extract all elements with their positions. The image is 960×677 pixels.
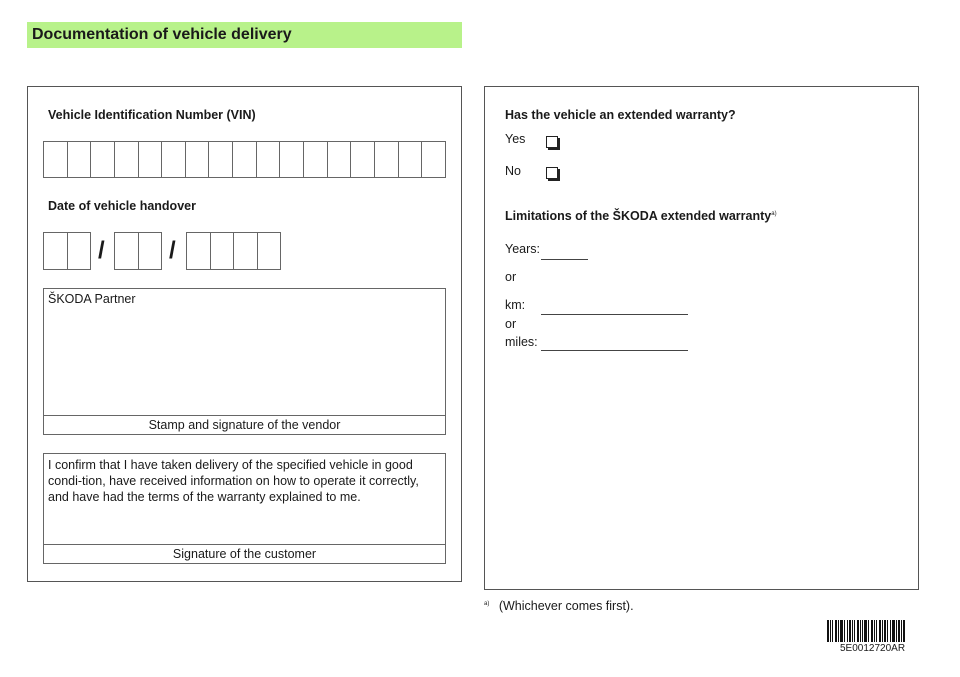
no-label: No [505,164,521,178]
date-cell[interactable] [211,233,235,269]
years-label: Years: [505,242,540,256]
warranty-question: Has the vehicle an extended warranty? [505,108,736,122]
date-separator: / [169,237,176,264]
vin-cell[interactable] [186,142,210,177]
vin-cell[interactable] [257,142,281,177]
partner-label: ŠKODA Partner [48,292,136,306]
vin-cell[interactable] [399,142,423,177]
vin-cell[interactable] [351,142,375,177]
date-cell[interactable] [258,233,281,269]
date-day-grid[interactable] [43,232,91,270]
vin-cell[interactable] [304,142,328,177]
vin-grid[interactable] [43,141,446,178]
date-cell[interactable] [115,233,139,269]
date-cell[interactable] [234,233,258,269]
no-checkbox[interactable] [546,167,558,179]
date-cell[interactable] [139,233,162,269]
date-month-grid[interactable] [114,232,162,270]
or-label: or [505,317,517,331]
stamp-caption: Stamp and signature of the vendor [44,415,445,434]
footnote-marker: a) [771,211,777,217]
date-cell[interactable] [187,233,211,269]
customer-signature-caption: Signature of the customer [44,544,445,563]
vin-cell[interactable] [68,142,92,177]
date-separator: / [98,237,105,264]
years-input-line[interactable] [541,259,588,260]
limitations-heading-text: Limitations of the ŠKODA extended warranty [505,209,772,224]
vin-cell[interactable] [44,142,68,177]
vin-cell[interactable] [209,142,233,177]
barcode-image [827,620,920,642]
miles-label: miles: [505,335,538,349]
vin-cell[interactable] [91,142,115,177]
right-panel [484,86,919,590]
vin-cell[interactable] [328,142,352,177]
footnote-marker: a) [484,601,490,607]
customer-confirmation-box[interactable] [43,453,446,564]
footnote-text: (Whichever comes first). [498,599,634,614]
vin-cell[interactable] [422,142,445,177]
date-cell[interactable] [68,233,91,269]
vin-cell[interactable] [162,142,186,177]
vin-cell[interactable] [139,142,163,177]
date-year-grid[interactable] [186,232,281,270]
yes-label: Yes [505,132,526,146]
date-cell[interactable] [44,233,68,269]
vin-heading: Vehicle Identification Number (VIN) [48,108,256,122]
miles-input-line[interactable] [541,350,688,351]
partner-stamp-box[interactable] [43,288,446,435]
page-title: Documentation of vehicle delivery [32,26,292,43]
limitations-heading [505,206,777,224]
vin-cell[interactable] [280,142,304,177]
date-heading: Date of vehicle handover [48,199,196,213]
yes-checkbox[interactable] [546,136,558,148]
km-input-line[interactable] [541,314,688,315]
km-label: km: [505,298,526,312]
or-label: or [505,270,517,284]
confirmation-text: I confirm that I have taken delivery of the specified vehicle in good condi-tion, have received information on how to operate it correctly, and have had the terms of the warranty explained to me. [48,458,419,504]
vin-cell[interactable] [375,142,399,177]
vin-cell[interactable] [115,142,139,177]
footnote [484,596,634,614]
barcode-code: 5E0012720AR [840,643,906,654]
vin-cell[interactable] [233,142,257,177]
